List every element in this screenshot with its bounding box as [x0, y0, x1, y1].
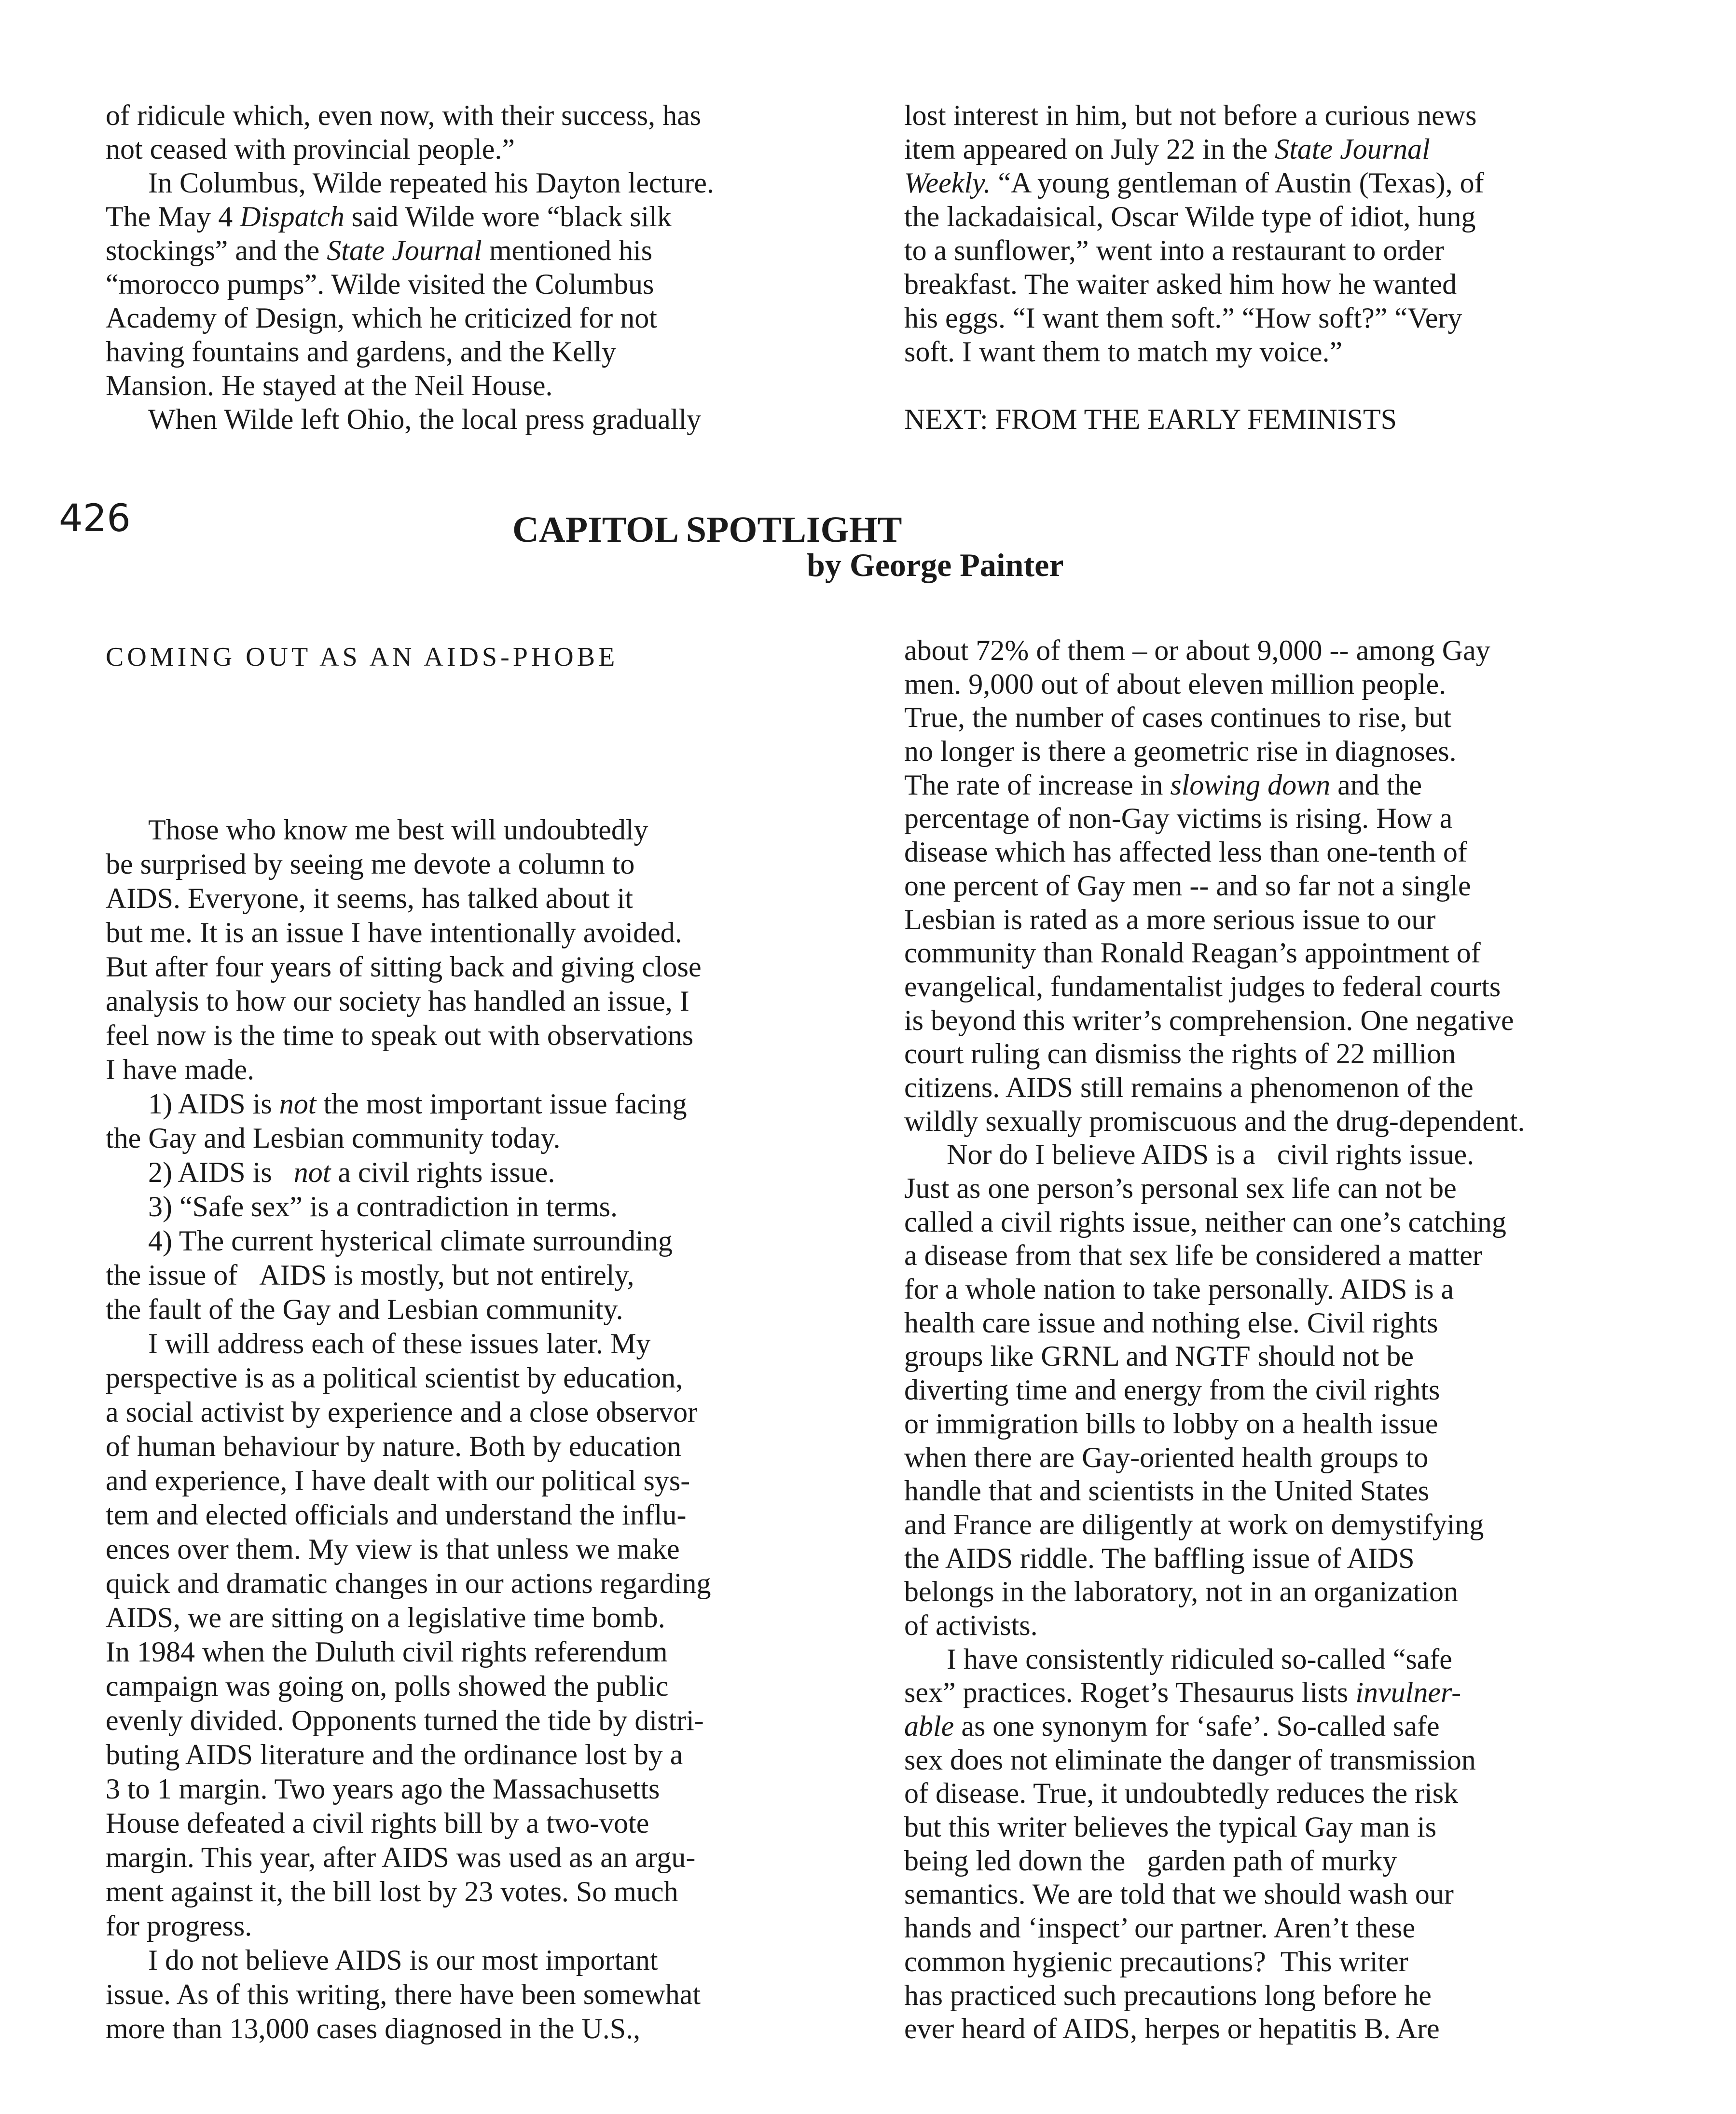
article-column-left [106, 813, 711, 2046]
text-run: disease which has affected less than one-tenth of [904, 836, 1467, 868]
text-line [106, 1738, 711, 1772]
text-line [904, 233, 1484, 267]
text-run: Just as one person’s personal sex life can not be [904, 1172, 1457, 1204]
text-run: of activists. [904, 1609, 1038, 1641]
text-run: but this writer believes the typical Gay man is [904, 1811, 1437, 1843]
text-run: When Wilde left Ohio, the local press gradually [148, 403, 702, 435]
previous-article-column-left [106, 98, 714, 436]
text-line [106, 984, 711, 1018]
text-run: 1) AIDS is [148, 1088, 279, 1120]
text-line [904, 903, 1525, 937]
page-number: 426 [59, 497, 131, 540]
text-run: Mansion. He stayed at the Neil House. [106, 370, 553, 401]
text-line [904, 1542, 1525, 1576]
text-line [904, 1945, 1525, 1979]
text-line [904, 936, 1525, 970]
text-run: groups like GRNL and NGTF should not be [904, 1340, 1414, 1373]
text-line [904, 1777, 1525, 1811]
text-line [904, 1878, 1525, 1911]
text-run: diverting time and energy from the civil rights [904, 1374, 1440, 1406]
text-run: margin. This year, after AIDS was used as an argu- [106, 1841, 696, 1873]
text-run: a civil rights issue. [331, 1156, 555, 1188]
text-run: Nor do I believe AIDS is a civil rights issue. [947, 1139, 1474, 1171]
text-line [106, 1224, 711, 1258]
byline: by George Painter [807, 547, 1064, 583]
text-run: Academy of Design, which he criticized for not [106, 302, 657, 334]
text-run: In 1984 when the Duluth civil rights referendum [106, 1636, 668, 1668]
text-line [106, 950, 711, 984]
text-run: being led down the garden path of murky [904, 1844, 1397, 1877]
text-run: the lackadaisical, Oscar Wilde type of idiot, hung [904, 201, 1476, 233]
text-line [106, 1498, 711, 1532]
text-line [904, 1138, 1525, 1172]
text-line [904, 132, 1484, 166]
text-line [904, 1676, 1525, 1710]
italic-text-run: Weekly. [904, 167, 991, 199]
text-run: has practiced such precautions long before he [904, 1979, 1432, 2011]
text-line [106, 1155, 711, 1190]
text-run: Those who know me best will undoubtedly [148, 814, 648, 846]
text-run: of disease. True, it undoubtedly reduces the risk [904, 1777, 1459, 1810]
text-line [904, 1979, 1525, 2013]
text-line [904, 1643, 1525, 1676]
italic-text-run: State Journal [327, 234, 482, 266]
text-run: 3 to 1 margin. Two years ago the Massachusetts [106, 1773, 660, 1805]
text-line [106, 1429, 711, 1464]
text-line [904, 1911, 1525, 1945]
text-line [106, 402, 714, 436]
text-line [106, 1601, 711, 1635]
text-run: I have made. [106, 1054, 255, 1085]
text-run: when there are Gay-oriented health groups to [904, 1441, 1429, 1473]
text-line [106, 916, 711, 950]
text-line [904, 769, 1525, 802]
text-run: Lesbian is rated as a more serious issue to our [904, 903, 1436, 935]
text-run: ment against it, the bill lost by 23 votes. So much [106, 1876, 678, 1908]
text-run: sex does not eliminate the danger of transmission [904, 1743, 1476, 1776]
text-run: AIDS. Everyone, it seems, has talked about it [106, 882, 634, 914]
text-line [106, 1806, 711, 1840]
text-run: soft. I want them to match my voice.” [904, 336, 1343, 368]
text-line [904, 1273, 1525, 1306]
italic-text-run: State Journal [1275, 133, 1430, 165]
text-line [904, 335, 1484, 369]
text-line [904, 1474, 1525, 1508]
text-run: for progress. [106, 1910, 252, 1942]
text-line [106, 1361, 711, 1395]
text-run: the most important issue facing [316, 1088, 687, 1120]
previous-article-column-right [904, 98, 1484, 436]
text-line [106, 1292, 711, 1327]
text-run: is beyond this writer’s comprehension. One negative [904, 1004, 1514, 1036]
text-run: men. 9,000 out of about eleven million people. [904, 668, 1447, 700]
text-line [904, 836, 1525, 869]
text-run: 3) “Safe sex” is a contradiction in terms. [148, 1191, 618, 1222]
text-run: evenly divided. Opponents turned the tide by distri- [106, 1704, 704, 1736]
text-run: sex” practices. Roget’s Thesaurus lists [904, 1676, 1356, 1709]
text-run: said Wilde wore “black silk [344, 201, 672, 233]
text-run: health care issue and nothing else. Civil rights [904, 1306, 1438, 1339]
text-line [904, 1105, 1525, 1139]
text-run: common hygienic precautions? This writer [904, 1945, 1408, 1977]
text-run: feel now is the time to speak out with observations [106, 1019, 694, 1051]
text-line [106, 1772, 711, 1806]
text-run: tem and elected officials and understand the influ- [106, 1499, 687, 1531]
text-run: “morocco pumps”. Wilde visited the Columbus [106, 268, 654, 300]
text-run: evangelical, fundamentalist judges to federal courts [904, 970, 1501, 1002]
text-run: buting AIDS literature and the ordinance lost by a [106, 1739, 683, 1771]
text-line [106, 813, 711, 847]
text-run: campaign was going on, polls showed the public [106, 1670, 669, 1702]
text-run: called a civil rights issue, neither can one’s catching [904, 1206, 1506, 1238]
page-title: CAPITOL SPOTLIGHT [512, 509, 902, 550]
text-run: I do not believe AIDS is our most important [148, 1944, 658, 1976]
text-run: no longer is there a geometric rise in diagnoses. [904, 735, 1457, 768]
text-run: one percent of Gay men -- and so far not a single [904, 869, 1471, 902]
text-line [904, 98, 1484, 132]
text-run: of human behaviour by nature. Both by education [106, 1430, 682, 1462]
text-line [904, 1172, 1525, 1206]
text-line [106, 1087, 711, 1121]
text-line [106, 1635, 711, 1669]
text-line [106, 1566, 711, 1601]
text-line [904, 200, 1484, 233]
text-run: more than 13,000 cases diagnosed in the U.S., [106, 2013, 641, 2045]
text-line [106, 1395, 711, 1429]
text-line [106, 1532, 711, 1566]
text-line [904, 1340, 1525, 1373]
text-run: analysis to how our society has handled an issue, I [106, 985, 689, 1017]
text-run: his eggs. “I want them soft.” “How soft?” “Very [904, 302, 1462, 334]
text-line [904, 1441, 1525, 1475]
text-run: and the [1330, 769, 1422, 801]
text-line [106, 847, 711, 881]
text-line [904, 1407, 1525, 1441]
text-line [106, 1121, 711, 1155]
text-run: community than Ronald Reagan’s appointment of [904, 937, 1481, 969]
text-run: perspective is as a political scientist by education, [106, 1362, 683, 1394]
italic-text-run: able [904, 1710, 954, 1742]
text-run: not ceased with provincial people.” [106, 133, 515, 165]
text-run: I will address each of these issues later. My [148, 1328, 651, 1359]
text-run: or immigration bills to lobby on a health issue [904, 1407, 1438, 1440]
italic-text-run: not [293, 1156, 331, 1188]
text-line [106, 1669, 711, 1703]
text-run: mentioned his [482, 234, 653, 266]
text-run: belongs in the laboratory, not in an organization [904, 1576, 1459, 1608]
text-run: House defeated a civil rights bill by a two-vote [106, 1807, 649, 1839]
text-line [904, 869, 1525, 903]
italic-text-run: Dispatch [240, 201, 344, 233]
text-line [904, 166, 1484, 200]
text-run: about 72% of them – or about 9,000 -- among Gay [904, 634, 1490, 666]
text-run: for a whole nation to take personally. AIDS is a [904, 1273, 1454, 1305]
text-run: 4) The current hysterical climate surrounding [148, 1225, 673, 1257]
text-run: ever heard of AIDS, herpes or hepatitis B. Are [904, 2013, 1440, 2045]
text-run: The rate of increase in [904, 769, 1171, 801]
text-line [106, 1018, 711, 1053]
text-line [904, 1373, 1525, 1407]
text-run: having fountains and gardens, and the Kelly [106, 336, 617, 368]
text-line [106, 1190, 711, 1224]
text-line [904, 1743, 1525, 1777]
text-line [904, 1609, 1525, 1643]
text-run: a disease from that sex life be considered a matter [904, 1239, 1482, 1272]
text-run: wildly sexually promiscuous and the drug-dependent. [904, 1105, 1525, 1137]
text-line [904, 1071, 1525, 1105]
text-run: the AIDS riddle. The baffling issue of AIDS [904, 1542, 1415, 1574]
text-run: handle that and scientists in the United States [904, 1475, 1430, 1507]
text-line [106, 200, 714, 233]
text-run: item appeared on July 22 in the [904, 133, 1275, 165]
text-run: percentage of non-Gay victims is rising. How a [904, 802, 1453, 835]
text-line [904, 1206, 1525, 1239]
text-run: hands and ‘inspect’ our partner. Aren’t these [904, 1912, 1416, 1944]
text-line [106, 1053, 711, 1087]
text-line [106, 2012, 711, 2046]
text-line [106, 1464, 711, 1498]
article-heading: COMING OUT AS AN AIDS-PHOBE [106, 642, 619, 672]
text-line [106, 267, 714, 301]
text-run: a social activist by experience and a close observor [106, 1396, 698, 1428]
text-line [106, 1977, 711, 2012]
text-line [106, 1875, 711, 1909]
text-run: semantics. We are told that we should wash our [904, 1878, 1454, 1910]
text-run: quick and dramatic changes in our actions regarding [106, 1567, 711, 1599]
text-line [904, 1306, 1525, 1340]
text-line [106, 233, 714, 267]
text-line [106, 132, 714, 166]
text-run: 2) AIDS is [148, 1156, 294, 1188]
text-line [904, 970, 1525, 1004]
text-line [904, 634, 1525, 668]
text-line [106, 881, 711, 916]
text-line [904, 1811, 1525, 1844]
text-line [904, 1239, 1525, 1273]
text-line [106, 1909, 711, 1943]
text-line [904, 1575, 1525, 1609]
text-run: The May 4 [106, 201, 240, 233]
text-run: citizens. AIDS still remains a phenomenon of the [904, 1071, 1474, 1103]
text-run: NEXT: FROM THE EARLY FEMINISTS [904, 403, 1397, 435]
article-column-right [904, 634, 1525, 2046]
text-run: and experience, I have dealt with our political sys- [106, 1465, 690, 1496]
italic-text-run: slowing down [1170, 769, 1331, 801]
text-line [904, 1508, 1525, 1542]
text-run: of ridicule which, even now, with their success, has [106, 99, 702, 131]
text-line [904, 267, 1484, 301]
text-run: lost interest in him, but not before a curious news [904, 99, 1477, 131]
text-line [904, 701, 1525, 735]
text-run: In Columbus, Wilde repeated his Dayton lecture. [148, 167, 714, 199]
text-line [106, 335, 714, 369]
text-run: the Gay and Lesbian community today. [106, 1122, 561, 1154]
text-line [904, 668, 1525, 701]
text-line [106, 98, 714, 132]
text-run: but me. It is an issue I have intentionally avoided. [106, 917, 682, 948]
text-run: be surprised by seeing me devote a column to [106, 848, 635, 880]
text-line [904, 802, 1525, 836]
text-run: True, the number of cases continues to rise, but [904, 701, 1452, 734]
text-run: court ruling can dismiss the rights of 22 million [904, 1038, 1456, 1070]
text-line [106, 369, 714, 402]
text-line [106, 1258, 711, 1292]
text-run: the issue of AIDS is mostly, but not entirely, [106, 1259, 634, 1291]
text-run: ences over them. My view is that unless we make [106, 1533, 680, 1565]
text-line [106, 301, 714, 335]
text-line [904, 2012, 1525, 2046]
text-line [904, 1844, 1525, 1878]
text-line [904, 1710, 1525, 1743]
text-line [904, 1004, 1525, 1038]
text-run: issue. As of this writing, there have been somewhat [106, 1978, 701, 2010]
text-run: to a sunflower,” went into a restaurant to order [904, 234, 1444, 266]
text-run: stockings” and the [106, 234, 327, 266]
text-line [106, 1943, 711, 1977]
text-line [106, 1840, 711, 1875]
text-run: I have consistently ridiculed so-called “safe [947, 1643, 1452, 1675]
text-run: as one synonym for ‘safe’. So-called safe [954, 1710, 1440, 1742]
text-run: But after four years of sitting back and giving close [106, 951, 702, 983]
text-run: breakfast. The waiter asked him how he wanted [904, 268, 1457, 300]
text-line [904, 1037, 1525, 1071]
text-line [904, 402, 1484, 436]
text-line [106, 1327, 711, 1361]
text-run: and France are diligently at work on demystifying [904, 1508, 1484, 1540]
text-line [106, 166, 714, 200]
text-run: “A young gentleman of Austin (Texas), of [991, 167, 1484, 199]
text-run: the fault of the Gay and Lesbian community. [106, 1293, 623, 1325]
italic-text-run: invulner- [1355, 1676, 1461, 1709]
text-run: AIDS, we are sitting on a legislative time bomb. [106, 1602, 665, 1634]
text-line [904, 301, 1484, 335]
text-line [904, 369, 1484, 402]
italic-text-run: not [279, 1088, 317, 1120]
text-line [106, 1703, 711, 1738]
text-line [904, 735, 1525, 769]
